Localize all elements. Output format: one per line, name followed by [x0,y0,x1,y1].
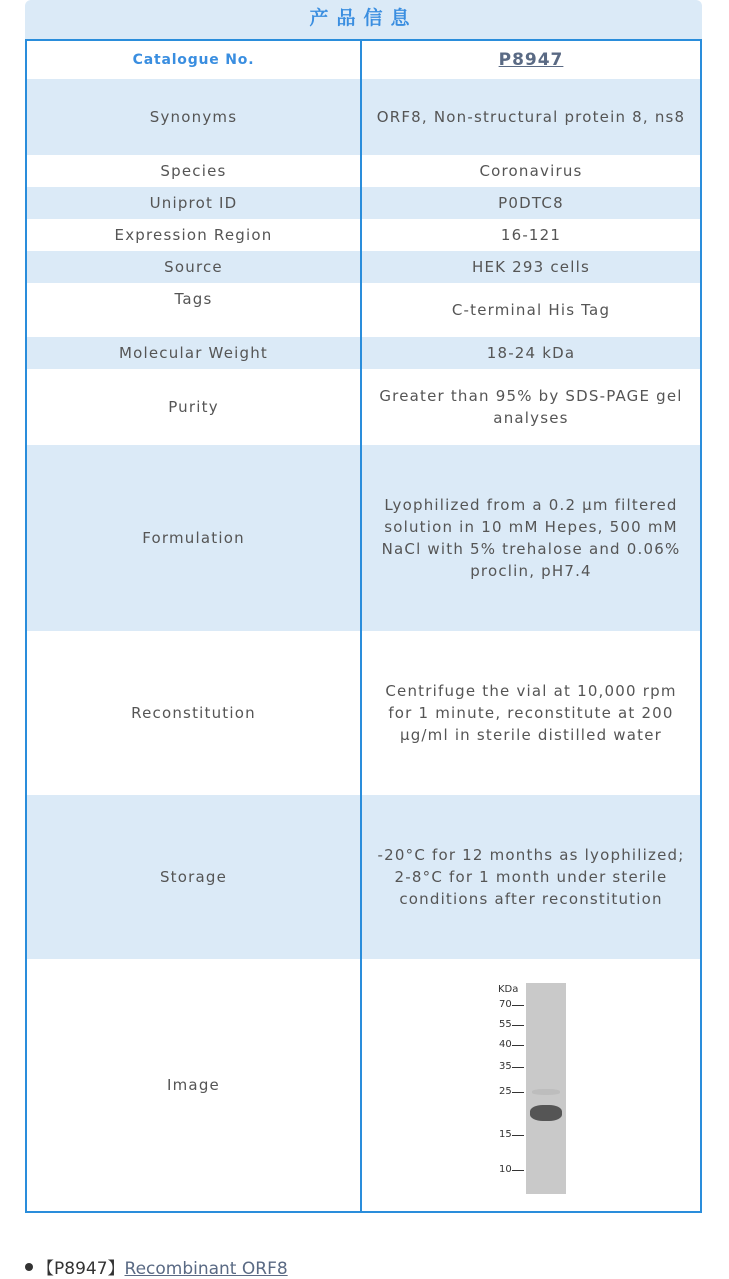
table-row [27,369,700,445]
gel-marker-label: 35 [499,1061,512,1072]
gel-marker-label: 10 [499,1164,512,1175]
catalogue-number-link[interactable]: P8947 [498,50,564,70]
bullet-icon [25,1263,33,1271]
row-label: Synonyms [27,79,362,155]
row-label: Image [27,959,362,1211]
product-image-cell [362,959,700,1211]
gel-protein-band [530,1105,562,1121]
row-label: Storage [27,795,362,959]
row-label: Molecular Weight [27,337,362,369]
gel-marker-label: 15 [499,1129,512,1140]
related-product-link[interactable]: Recombinant ORF8 [124,1259,288,1279]
table-row [27,445,700,631]
row-label: Tags [27,283,362,337]
row-value: HEK 293 cells [472,258,590,276]
table-row [27,187,700,219]
table-row [27,337,700,369]
gel-marker-label: 55 [499,1019,512,1030]
gel-marker-tick [512,1092,524,1093]
gel-marker-tick [512,1067,524,1068]
row-value: Lyophilized from a 0.2 μm filtered solution in 10 mM Hepes, 500 mM NaCl with 5% trehalose and 0.06% proclin, pH7.4 [381,496,681,580]
gel-unit-label: KDa [498,984,519,995]
gel-faint-band [532,1089,560,1095]
row-label: Purity [27,369,362,445]
gel-marker-label: 25 [499,1086,512,1097]
row-value: P0DTC8 [498,194,564,212]
row-value: 16-121 [500,226,562,244]
gel-marker-tick [512,1135,524,1136]
table-row [27,79,700,155]
row-value: Coronavirus [479,162,583,180]
row-label: Uniprot ID [27,187,362,219]
row-label: Expression Region [27,219,362,251]
table-row [27,795,700,959]
gel-marker-tick [512,1005,524,1006]
row-label: Source [27,251,362,283]
row-value: Centrifuge the vial at 10,000 rpm for 1 minute, reconstitute at 200 μg/ml in sterile distilled water [385,682,677,744]
table-row [27,631,700,795]
table-row [27,959,700,1211]
table-row [27,155,700,187]
gel-marker-tick [512,1025,524,1026]
row-value: C-terminal His Tag [451,301,611,319]
related-product-id: 【P8947】 [37,1259,125,1279]
table-row [27,41,700,79]
gel-marker-label: 40 [499,1039,512,1050]
gel-marker-tick [512,1170,524,1171]
product-info-table [25,39,702,1213]
gel-marker-tick [512,1045,524,1046]
gel-marker-label: 70 [499,999,512,1010]
catalogue-label: Catalogue No. [27,41,362,79]
row-label: Formulation [27,445,362,631]
table-row [27,251,700,283]
row-value: -20°C for 12 months as lyophilized; 2-8°C for 1 month under sterile conditions after reconstitution [377,846,685,908]
table-row [27,283,700,337]
section-title: 产品信息 [25,0,702,39]
row-value: ORF8, Non-structural protein 8, ns8 [376,108,686,126]
row-value: Greater than 95% by SDS-PAGE gel analyses [379,387,683,427]
related-product-line [25,1254,288,1279]
row-value: 18-24 kDa [486,344,576,362]
row-label: Reconstitution [27,631,362,795]
table-row [27,219,700,251]
sds-page-gel-image [486,979,576,1191]
row-label: Species [27,155,362,187]
